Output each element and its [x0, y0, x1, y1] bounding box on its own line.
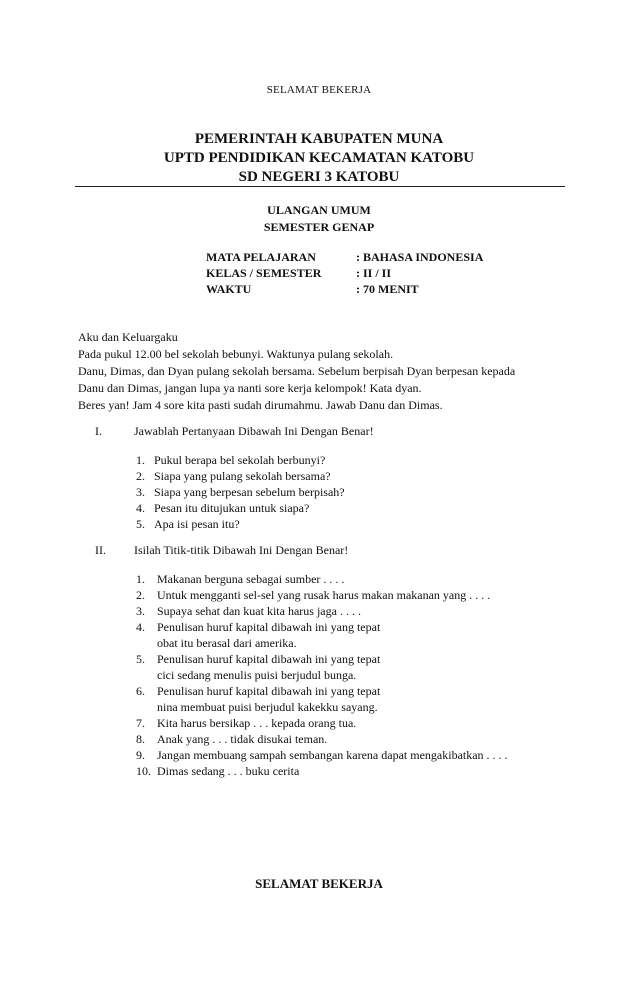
meta-label-class: KELAS / SEMESTER	[206, 266, 322, 280]
question-text: Pesan itu ditujukan untuk siapa?	[154, 501, 310, 515]
meta-value-subject: : BAHASA INDONESIA	[356, 250, 484, 264]
meta-value-time: : 70 MENIT	[356, 282, 419, 296]
story-title: Aku dan Keluargaku	[78, 330, 178, 344]
question-text: Kita harus bersikap . . . kepada orang tua.	[157, 716, 357, 730]
question-number: 1.	[136, 453, 145, 467]
question-text: Jangan membuang sampah sembangan karena dapat mengakibatkan . . . .	[157, 748, 508, 762]
question-text: Penulisan huruf kapital dibawah ini yang tepat	[157, 652, 381, 666]
question-text-continuation: cici sedang menulis puisi berjudul bunga.	[157, 668, 357, 682]
section-2-title: Isilah Titik-titik Dibawah Ini Dengan Benar!	[134, 543, 349, 557]
story-line: Beres yan! Jam 4 sore kita pasti sudah dirumahmu. Jawab Danu dan Dimas.	[78, 398, 443, 412]
question-number: 5.	[136, 517, 145, 531]
exam-title: ULANGAN UMUM	[267, 203, 371, 217]
org-line-3: SD NEGERI 3 KATOBU	[238, 169, 400, 185]
question-number: 3.	[136, 604, 145, 618]
meta-label-time: WAKTU	[206, 282, 252, 296]
top-header: SELAMAT BEKERJA	[266, 84, 372, 96]
question-text-continuation: obat itu berasal dari amerika.	[157, 636, 297, 650]
question-number: 10.	[136, 764, 151, 778]
section-2-number: II.	[95, 543, 106, 557]
question-text: Apa isi pesan itu?	[154, 517, 240, 531]
question-text: Penulisan huruf kapital dibawah ini yang tepat	[157, 684, 381, 698]
question-text: Penulisan huruf kapital dibawah ini yang tepat	[157, 620, 381, 634]
question-number: 4.	[136, 620, 145, 634]
story-line: Pada pukul 12.00 bel sekolah bebunyi. Waktunya pulang sekolah.	[78, 347, 394, 361]
question-number: 7.	[136, 716, 145, 730]
org-line-1: PEMERINTAH KABUPATEN MUNA	[194, 131, 444, 147]
section-1-number: I.	[95, 424, 102, 438]
question-text: Makanan berguna sebagai sumber . . . .	[157, 572, 345, 586]
question-text: Siapa yang berpesan sebelum berpisah?	[154, 485, 345, 499]
header-divider	[75, 186, 565, 187]
question-text: Untuk mengganti sel-sel yang rusak harus makan makanan yang . . . .	[157, 588, 491, 602]
story-line: Danu, Dimas, dan Dyan pulang sekolah bersama. Sebelum berpisah Dyan berpesan kepada	[78, 364, 516, 378]
question-number: 5.	[136, 652, 145, 666]
question-text: Dimas sedang . . . buku cerita	[157, 764, 300, 778]
question-number: 2.	[136, 469, 145, 483]
story-line: Danu dan Dimas, jangan lupa ya nanti sore kerja kelompok! Kata dyan.	[78, 381, 422, 395]
meta-label-subject: MATA PELAJARAN	[206, 250, 316, 264]
footer-greeting: SELAMAT BEKERJA	[255, 876, 383, 891]
question-number: 8.	[136, 732, 145, 746]
question-text: Pukul berapa bel sekolah berbunyi?	[154, 453, 326, 467]
question-text: Supaya sehat dan kuat kita harus jaga . . . .	[157, 604, 361, 618]
question-number: 6.	[136, 684, 145, 698]
section-1-title: Jawablah Pertanyaan Dibawah Ini Dengan Benar!	[134, 424, 374, 438]
question-text: Anak yang . . . tidak disukai teman.	[157, 732, 328, 746]
question-number: 1.	[136, 572, 145, 586]
org-line-2: UPTD PENDIDIKAN KECAMATAN KATOBU	[163, 150, 475, 166]
question-number: 2.	[136, 588, 145, 602]
question-number: 4.	[136, 501, 145, 515]
question-number: 3.	[136, 485, 145, 499]
question-text: Siapa yang pulang sekolah bersama?	[154, 469, 331, 483]
exam-subtitle: SEMESTER GENAP	[263, 220, 375, 234]
question-text-continuation: nina membuat puisi berjudul kakekku sayang.	[157, 700, 378, 714]
question-number: 9.	[136, 748, 145, 762]
meta-value-class: : II / II	[356, 266, 392, 280]
